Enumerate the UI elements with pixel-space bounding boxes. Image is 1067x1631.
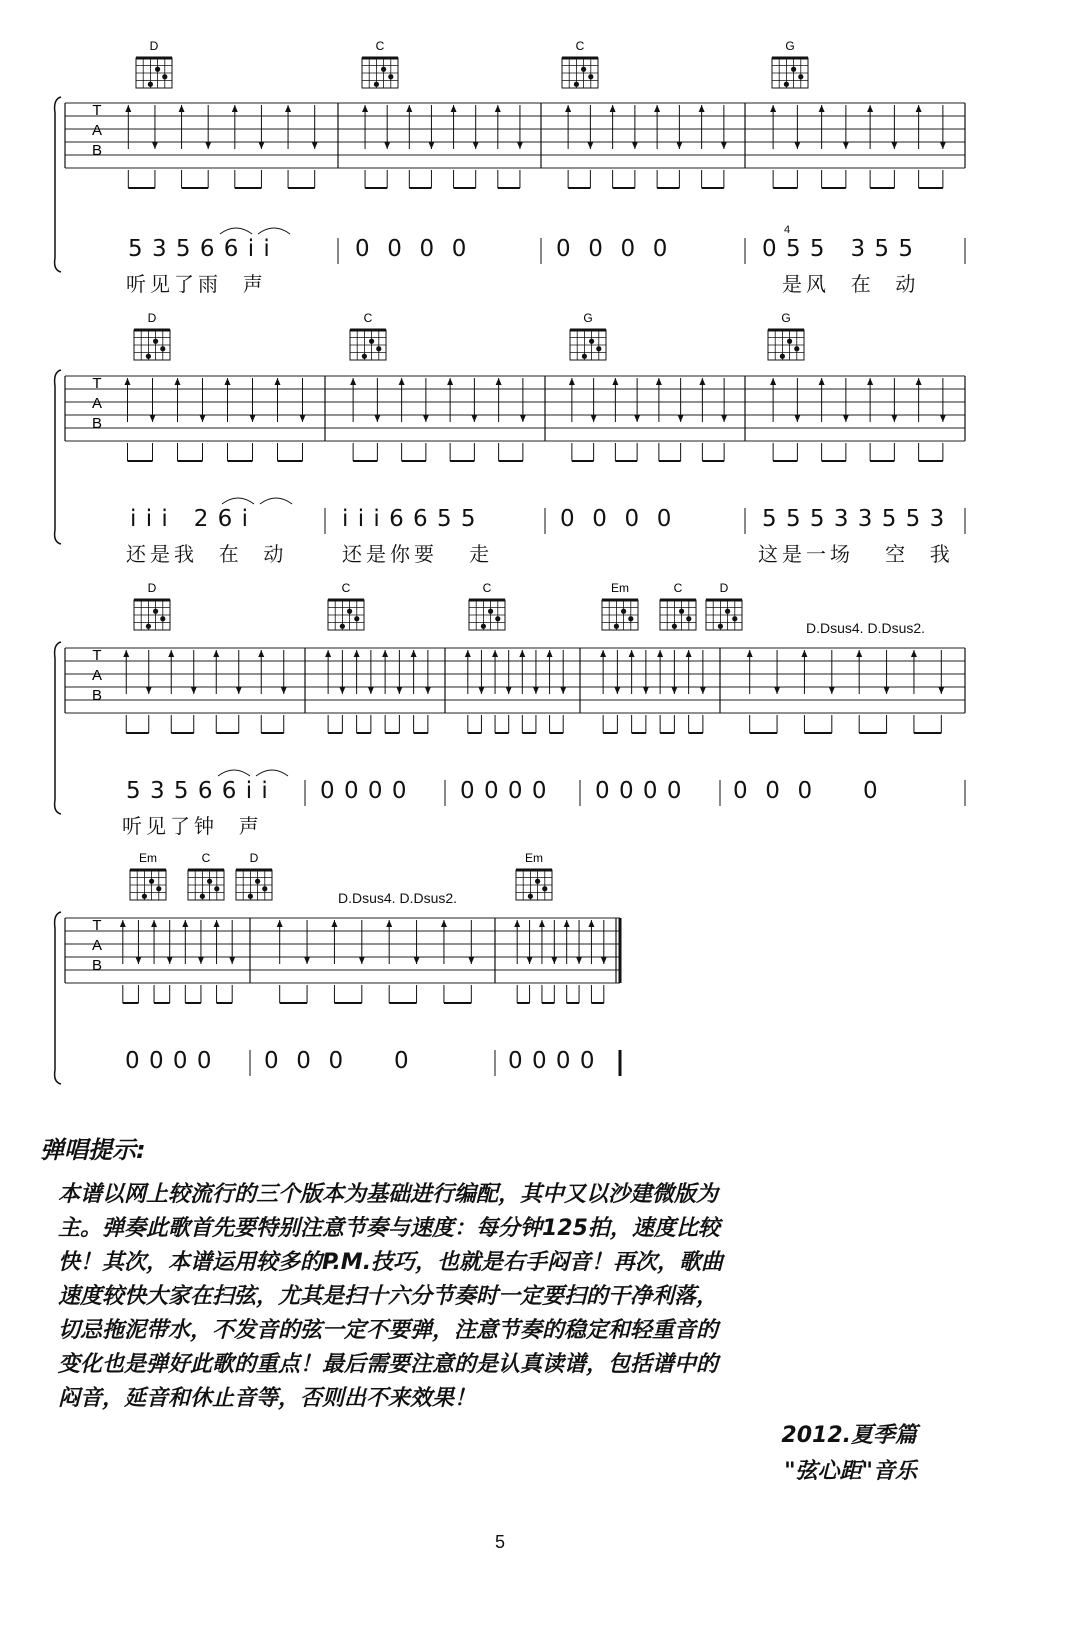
signature-studio: "弦心距"音乐	[784, 1459, 917, 1484]
tab-letter: T	[92, 375, 102, 392]
strum-arrow-down	[774, 687, 780, 694]
strum-arrow-up	[465, 650, 471, 657]
strum-arrow-up	[399, 378, 405, 385]
chord-name: D	[147, 311, 157, 325]
strum-arrow-up	[451, 105, 457, 112]
chord-dot	[369, 339, 374, 344]
strum-arrow-down	[471, 415, 477, 422]
tab-letter: B	[91, 415, 103, 432]
strum-arrow-down	[614, 687, 620, 694]
strum-arrow-up	[569, 378, 575, 385]
strum-arrow-down	[794, 142, 800, 149]
strum-arrow-down	[236, 687, 242, 694]
lyric-text: 这是一场 空 我	[758, 542, 954, 566]
jianpu-measure: 5 3 5 6 6 i i	[126, 778, 269, 804]
strum-arrow-down	[843, 415, 849, 422]
strum-arrow-up	[564, 920, 570, 927]
chord-dot	[374, 82, 379, 87]
strum-arrow-up	[182, 920, 188, 927]
chord-dot	[255, 879, 260, 884]
chord-dot	[481, 624, 486, 629]
chord-name: G	[785, 39, 795, 53]
chord-dot	[248, 894, 253, 899]
chord-dot	[621, 609, 626, 614]
chord-dot	[153, 609, 158, 614]
strum-arrow-down	[425, 687, 431, 694]
strum-arrow-up	[411, 650, 417, 657]
strum-arrow-up	[492, 650, 498, 657]
strum-arrow-up	[285, 105, 291, 112]
strum-arrow-down	[191, 687, 197, 694]
finger-mark: 4	[784, 224, 791, 236]
chord-dot	[798, 74, 803, 79]
tie-arc	[256, 770, 288, 776]
strum-arrow-up	[331, 920, 337, 927]
tab-letter: B	[91, 957, 103, 974]
chord-dot	[162, 74, 167, 79]
strum-arrow-down	[312, 142, 318, 149]
jianpu-measure: 0 5 5 3 5 5	[762, 236, 914, 262]
chord-diagram	[516, 851, 552, 900]
strum-arrow-down	[152, 142, 158, 149]
strum-arrow-down	[560, 687, 566, 694]
jianpu-measure: 5 3 5 6 6 i i	[128, 236, 271, 262]
strum-arrow-down	[250, 415, 256, 422]
chord-annotation: D.Dsus4. D.Dsus2.	[806, 620, 926, 636]
chord-name: G	[583, 311, 593, 325]
chord-dot	[679, 609, 684, 614]
chord-dot	[614, 624, 619, 629]
tips-line: 切忌拖泥带水，不发音的弦一定不要弹，注意节奏的稳定和轻重音的	[58, 1318, 719, 1343]
chord-diagram	[768, 311, 804, 360]
chord-dot	[791, 67, 796, 72]
strum-arrow-down	[794, 415, 800, 422]
strum-arrow-up	[699, 378, 705, 385]
strum-arrow-up	[214, 920, 220, 927]
strum-arrow-up	[539, 920, 545, 927]
chord-dot	[148, 82, 153, 87]
strum-arrow-up	[699, 105, 705, 112]
strum-arrow-down	[205, 142, 211, 149]
lyric-text: 听见了雨 声	[126, 272, 267, 296]
chord-dot	[160, 346, 165, 351]
strum-arrow-down	[414, 957, 420, 964]
strum-arrow-down	[359, 957, 365, 964]
jianpu-measure: 0 0 0 0	[733, 778, 879, 804]
strum-arrow-up	[175, 378, 181, 385]
chord-name: D	[249, 851, 259, 865]
strum-arrow-down	[527, 957, 533, 964]
chord-dot	[535, 879, 540, 884]
strum-arrow-up	[495, 105, 501, 112]
tab-letter: T	[92, 102, 102, 119]
strum-arrow-down	[146, 687, 152, 694]
lyric-text: 还是你要 走	[342, 542, 494, 566]
chord-dot	[589, 339, 594, 344]
strum-arrow-up	[588, 920, 594, 927]
strum-arrow-up	[386, 920, 392, 927]
strum-arrow-down	[940, 142, 946, 149]
lyric-text: 听见了钟 声	[122, 814, 263, 838]
strum-arrow-down	[300, 415, 306, 422]
strum-arrow-up	[656, 378, 662, 385]
strum-arrow-up	[867, 105, 873, 112]
strum-arrow-down	[576, 957, 582, 964]
chord-dot	[596, 346, 601, 351]
jianpu-measure: 0 0 0 0	[125, 1048, 213, 1074]
strum-arrow-down	[281, 687, 287, 694]
tips-line: 闷音，延音和休止音等，否则出不来效果！	[58, 1386, 477, 1411]
system-bracket	[55, 642, 61, 814]
chord-diagram	[562, 39, 598, 88]
strum-arrow-up	[277, 920, 283, 927]
jianpu-measure: 0 0 0 0	[556, 236, 669, 262]
strum-arrow-down	[520, 415, 526, 422]
chord-diagram	[469, 581, 505, 630]
chord-name: C	[341, 581, 351, 595]
chord-diagram	[136, 39, 172, 88]
jianpu-measure: 0 0 0 0	[264, 1048, 410, 1074]
jianpu-measure: i i i 2 6 i	[130, 506, 250, 532]
chord-name: D	[719, 581, 729, 595]
chord-dot	[582, 354, 587, 359]
strum-arrow-down	[700, 687, 706, 694]
strum-arrow-up	[547, 650, 553, 657]
strum-arrow-down	[396, 687, 402, 694]
chord-name: Em	[139, 851, 157, 865]
strum-arrow-down	[601, 957, 607, 964]
chord-dot	[528, 894, 533, 899]
tab-letter: T	[92, 917, 102, 934]
page-number: 5	[494, 1532, 505, 1552]
strum-arrow-up	[151, 920, 157, 927]
tab-letter: A	[91, 395, 103, 412]
lyric-text: 还是我 在 动	[126, 542, 288, 566]
strum-arrow-down	[339, 687, 345, 694]
strum-arrow-down	[384, 142, 390, 149]
strum-arrow-down	[843, 142, 849, 149]
system-bracket	[55, 97, 61, 272]
strum-arrow-up	[916, 105, 922, 112]
chord-dot	[207, 879, 212, 884]
strum-arrow-down	[368, 687, 374, 694]
tie-arc	[258, 228, 290, 234]
chord-name: C	[673, 581, 683, 595]
chord-name: C	[575, 39, 585, 53]
chord-dot	[142, 894, 147, 899]
strum-arrow-down	[587, 142, 593, 149]
tie-arc	[260, 498, 292, 504]
strum-arrow-down	[150, 415, 156, 422]
strum-arrow-down	[678, 415, 684, 422]
strum-arrow-up	[600, 650, 606, 657]
tie-arc	[222, 498, 254, 504]
strum-arrow-down	[938, 687, 944, 694]
chord-dot	[794, 346, 799, 351]
strum-arrow-down	[891, 142, 897, 149]
chord-name: C	[363, 311, 373, 325]
strum-arrow-down	[200, 415, 206, 422]
strum-arrow-up	[801, 650, 807, 657]
lyric-text: 是风 在 动	[782, 272, 920, 296]
chord-dot	[200, 894, 205, 899]
strum-arrow-down	[478, 687, 484, 694]
strum-arrow-up	[168, 650, 174, 657]
chord-dot	[628, 616, 633, 621]
chord-name: D	[149, 39, 159, 53]
strum-arrow-down	[517, 142, 523, 149]
strum-arrow-up	[225, 378, 231, 385]
chord-dot	[581, 67, 586, 72]
strum-arrow-up	[747, 650, 753, 657]
chord-dot	[388, 74, 393, 79]
strum-arrow-down	[676, 142, 682, 149]
strum-arrow-down	[891, 415, 897, 422]
strum-arrow-down	[167, 957, 173, 964]
strum-arrow-down	[671, 687, 677, 694]
strum-arrow-up	[179, 105, 185, 112]
chord-dot	[146, 354, 151, 359]
chord-name: Em	[525, 851, 543, 865]
strum-arrow-up	[325, 650, 331, 657]
chord-dot	[153, 339, 158, 344]
chord-diagram	[602, 581, 638, 630]
jianpu-measure: 0 0 0 0	[595, 778, 683, 804]
tips-line: 速度较快大家在扫弦，尤其是扫十六分节奏时一定要扫的干净利落，	[58, 1284, 719, 1309]
chord-dot	[160, 616, 165, 621]
tips-heading: 弹唱提示:	[40, 1136, 146, 1164]
strum-arrow-up	[354, 650, 360, 657]
strum-arrow-down	[473, 142, 479, 149]
strum-arrow-down	[229, 957, 235, 964]
tab-letter: A	[91, 667, 103, 684]
strum-arrow-up	[686, 650, 692, 657]
chord-dot	[362, 354, 367, 359]
strum-arrow-down	[940, 415, 946, 422]
strum-arrow-up	[629, 650, 635, 657]
chord-diagram	[362, 39, 398, 88]
strum-arrow-up	[610, 105, 616, 112]
chord-diagram	[188, 851, 224, 900]
chord-diagram	[328, 581, 364, 630]
chord-dot	[156, 886, 161, 891]
strum-arrow-up	[125, 378, 131, 385]
strum-arrow-up	[275, 378, 281, 385]
chord-name: D	[147, 581, 157, 595]
chord-name: G	[781, 311, 791, 325]
strum-arrow-up	[770, 105, 776, 112]
chord-dot	[340, 624, 345, 629]
tab-letter: B	[91, 687, 103, 704]
chord-dot	[155, 67, 160, 72]
strum-arrow-up	[123, 650, 129, 657]
chord-diagram	[130, 851, 166, 900]
chord-dot	[381, 67, 386, 72]
strum-arrow-down	[198, 957, 204, 964]
chord-diagram	[134, 581, 170, 630]
strum-arrow-up	[350, 378, 356, 385]
chord-diagram	[350, 311, 386, 360]
strum-arrow-up	[819, 105, 825, 112]
tab-letter: B	[91, 142, 103, 159]
jianpu-measure: 0 0 0 0	[355, 236, 468, 262]
strum-arrow-up	[856, 650, 862, 657]
chord-dot	[262, 886, 267, 891]
strum-arrow-down	[643, 687, 649, 694]
strum-arrow-up	[120, 920, 126, 927]
jianpu-measure: 5 5 5 3 3 5 5 3	[762, 506, 946, 532]
strum-arrow-up	[125, 105, 131, 112]
tie-arc	[220, 228, 252, 234]
jianpu-measure: i i i 6 6 5 5	[342, 506, 477, 532]
chord-dot	[376, 346, 381, 351]
jianpu-measure: 0 0 0 0	[560, 506, 673, 532]
chord-dot	[347, 609, 352, 614]
strum-arrow-down	[374, 415, 380, 422]
tips-body	[58, 1178, 938, 1416]
chord-dot	[488, 609, 493, 614]
strum-arrow-down	[135, 957, 141, 964]
strum-arrow-down	[304, 957, 310, 964]
strum-arrow-down	[634, 415, 640, 422]
signature-date: 2012.夏季篇	[781, 1423, 917, 1448]
strum-arrow-up	[406, 105, 412, 112]
strum-arrow-up	[654, 105, 660, 112]
strum-arrow-up	[514, 920, 520, 927]
strum-arrow-down	[591, 415, 597, 422]
strum-arrow-down	[721, 142, 727, 149]
jianpu-measure: 0 0 0 0	[460, 778, 548, 804]
strum-arrow-up	[441, 920, 447, 927]
strum-arrow-down	[428, 142, 434, 149]
strum-arrow-down	[632, 142, 638, 149]
strum-arrow-up	[657, 650, 663, 657]
strum-arrow-up	[496, 378, 502, 385]
strum-arrow-up	[213, 650, 219, 657]
chord-dot	[718, 624, 723, 629]
strum-arrow-up	[916, 378, 922, 385]
strum-arrow-up	[258, 650, 264, 657]
chord-name: Em	[611, 581, 629, 595]
chord-dot	[214, 886, 219, 891]
strum-arrow-down	[533, 687, 539, 694]
strum-arrow-up	[362, 105, 368, 112]
chord-name: C	[482, 581, 492, 595]
strum-arrow-up	[911, 650, 917, 657]
chord-diagram	[134, 311, 170, 360]
tips-line: 本谱以网上较流行的三个版本为基础进行编配，其中又以沙建微版为	[58, 1182, 719, 1207]
chord-dot	[542, 886, 547, 891]
strum-arrow-up	[612, 378, 618, 385]
strum-arrow-up	[867, 378, 873, 385]
chord-dot	[495, 616, 500, 621]
chord-dot	[784, 82, 789, 87]
jianpu-measure: 0 0 0 0	[508, 1048, 596, 1074]
chord-dot	[672, 624, 677, 629]
strum-arrow-down	[258, 142, 264, 149]
chord-diagram	[772, 39, 808, 88]
strum-arrow-up	[447, 378, 453, 385]
tab-letter: T	[92, 647, 102, 664]
chord-dot	[149, 879, 154, 884]
strum-arrow-down	[884, 687, 890, 694]
strum-arrow-down	[506, 687, 512, 694]
chord-dot	[725, 609, 730, 614]
strum-arrow-down	[423, 415, 429, 422]
strum-arrow-up	[232, 105, 238, 112]
chord-name: C	[201, 851, 211, 865]
system-bracket	[55, 912, 61, 1084]
chord-dot	[588, 74, 593, 79]
tips-line: 快！其次，本谱运用较多的P.M.技巧，也就是右手闷音！再次，歌曲	[58, 1250, 724, 1275]
chord-name: C	[375, 39, 385, 53]
strum-arrow-up	[770, 378, 776, 385]
chord-dot	[146, 624, 151, 629]
system-bracket	[55, 370, 61, 544]
tips-line: 主。弹奏此歌首先要特别注意节奏与速度：每分钟125拍，速度比较	[58, 1216, 720, 1241]
chord-dot	[686, 616, 691, 621]
chord-diagram	[570, 311, 606, 360]
chord-diagram	[236, 851, 272, 900]
strum-arrow-down	[468, 957, 474, 964]
chord-dot	[354, 616, 359, 621]
chord-dot	[574, 82, 579, 87]
chord-diagram	[706, 581, 742, 630]
chord-dot	[732, 616, 737, 621]
strum-arrow-down	[551, 957, 557, 964]
jianpu-measure: 0 0 0 0	[320, 778, 408, 804]
tips-line: 变化也是弹好此歌的重点！最后需要注意的是认真读谱，包括谱中的	[58, 1352, 719, 1377]
chord-diagram	[660, 581, 696, 630]
tab-letter: A	[91, 122, 103, 139]
chord-dot	[787, 339, 792, 344]
chord-dot	[780, 354, 785, 359]
tab-letter: A	[91, 937, 103, 954]
strum-arrow-up	[519, 650, 525, 657]
strum-arrow-down	[721, 415, 727, 422]
tie-arc	[218, 770, 250, 776]
chord-annotation: D.Dsus4. D.Dsus2.	[338, 890, 458, 906]
strum-arrow-up	[819, 378, 825, 385]
strum-arrow-up	[382, 650, 388, 657]
strum-arrow-down	[829, 687, 835, 694]
strum-arrow-up	[565, 105, 571, 112]
